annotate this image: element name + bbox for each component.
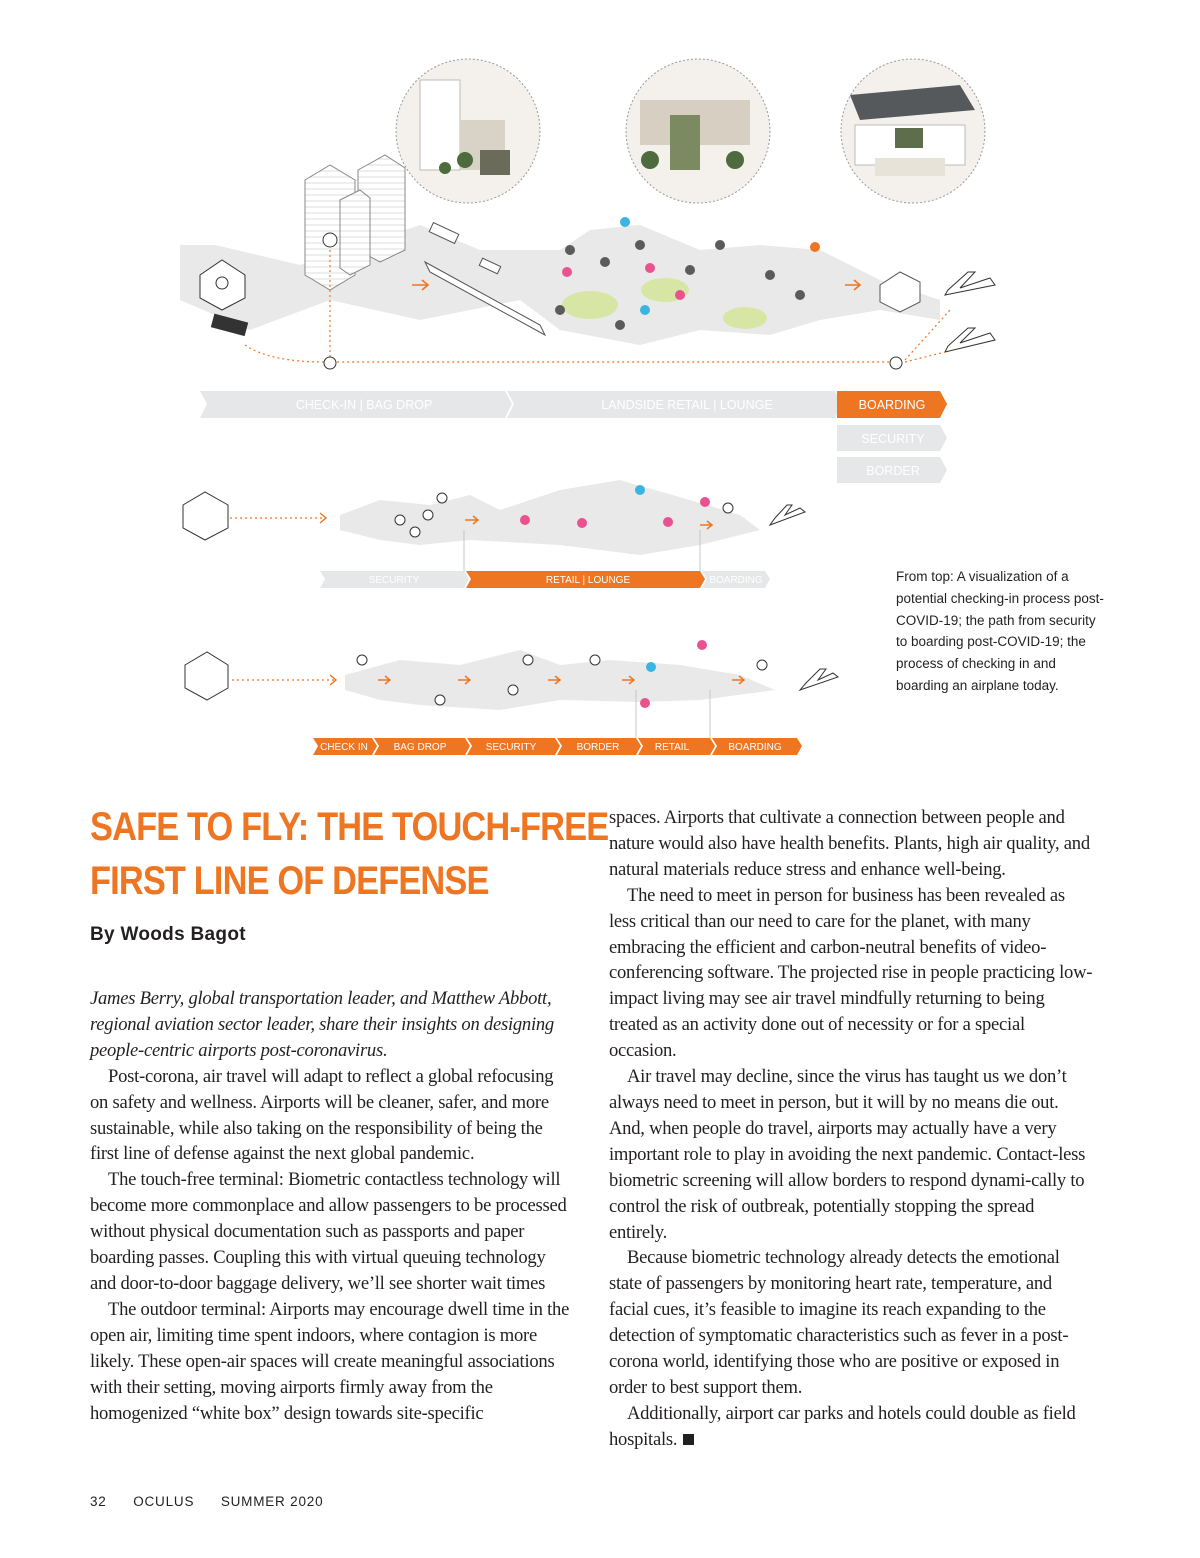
body-paragraph: The outdoor terminal: Airports may encourage dwell time in the open air, limiting time spent indoors, where contagion is more likely. These open-air spaces will create meaningful associations with their setting, moving airports firmly away from the homogenized “white box” design towards site-specific: [90, 1298, 570, 1424]
figure-caption: From top: A visualization of a potential checking-in process post-COVID-19; the path from security to boarding post-COVID-19; the process of checking in and boarding an airplane today.: [896, 569, 1104, 693]
page-number: 32: [90, 1494, 107, 1509]
middle-label-retail: RETAIL | LOUNGE: [545, 575, 631, 586]
bottom-label-security: SECURITY: [485, 742, 537, 753]
byline: By Woods Bagot: [90, 924, 246, 945]
headline-line-1: SAFE TO FLY: THE TOUCH-FREE: [90, 805, 609, 849]
bottom-label-checkin: CHECK IN: [320, 742, 368, 753]
bottom-label-bagdrop: BAG DROP: [393, 742, 447, 753]
middle-label-boarding: BOARDING: [709, 575, 763, 586]
closing-text: Additionally, airport car parks and hotels could double as field hospitals.: [609, 1402, 1076, 1450]
end-mark-icon: [683, 1434, 694, 1445]
bottom-label-border: BORDER: [576, 742, 620, 753]
top-label-boarding: BOARDING: [858, 398, 926, 412]
bottom-phase-band: [313, 738, 802, 755]
page-footer: [90, 1494, 345, 1509]
top-label-security: SECURITY: [861, 432, 925, 446]
article-column-right: [609, 805, 1095, 1453]
top-diagram: [180, 59, 995, 369]
body-paragraph: The need to meet in person for business has been revealed as less critical than our need to care for the planet, with many embracing the efficient and carbon-neutral benefits of video-conferencing software. The projected rise in people practicing low-impact living may see air travel mindfully returning to being treated as an activity done out of necessity or for a special occasion.: [609, 884, 1093, 1062]
bottom-label-retail: RETAIL: [654, 742, 690, 753]
inset-circle-1: [396, 59, 540, 203]
top-label-border: BORDER: [866, 464, 920, 478]
issue-name: SUMMER 2020: [220, 1494, 324, 1509]
body-paragraph: Post-corona, air travel will adapt to reflect a global refocusing on safety and wellness. Airports will be cleaner, safer, and more sustainable, while also taking on the responsibility of being the first line of defense against the next global pandemic.: [90, 1065, 554, 1165]
plane-icon: [770, 505, 805, 525]
middle-phase-band: [320, 571, 770, 588]
body-paragraph: Because biometric technology already detects the emotional state of passengers by monitoring heart rate, temperature, and facial cues, it’s feasible to imagine its reach expanding to the detection of symptomatic characteristics such as fever in a post-corona world, identifying those who are positive or exposed in order to best support them.: [609, 1247, 1069, 1398]
headline-line-2: FIRST LINE OF DEFENSE: [90, 859, 489, 903]
closing-paragraph: [609, 1401, 1095, 1453]
top-label-landside: LANDSIDE RETAIL | LOUNGE: [601, 398, 773, 412]
magazine-name: OCULUS: [133, 1494, 195, 1509]
body-paragraph-continued: spaces. Airports that cultivate a connection between people and nature would also have health benefits. Plants, high air quality, and natural materials reduce stress and enhance well-being.: [609, 807, 1090, 880]
top-path-ribbon: [180, 225, 940, 345]
lede-paragraph: James Berry, global transportation leader, and Matthew Abbott, regional aviation sector leader, share their insights on designing people-centric airports post-coronavirus.: [90, 988, 554, 1061]
middle-diagram: [183, 480, 805, 575]
article-column-left: [90, 986, 574, 1426]
middle-label-security: SECURITY: [368, 575, 420, 586]
inset-circle-3: [841, 59, 985, 203]
top-label-checkin: CHECK-IN | BAG DROP: [295, 398, 433, 412]
body-paragraph: The touch-free terminal: Biometric contactless technology will become more commonplace and allow passengers to be processed without physical documentation such as passports and paper boarding passes. Coupling this with virtual queuing technology and door-to-door baggage delivery, we’ll see shorter wait times: [90, 1169, 567, 1294]
plane-icon: [800, 669, 838, 690]
bottom-label-boarding: BOARDING: [728, 742, 782, 753]
body-paragraph: Air travel may decline, since the virus has taught us we don’t always need to meet in person, but it will by no means die out. And, when people do travel, airports may actually have a very important role to play in avoiding the next pandemic. Contact-less biometric screening will allow borders to respond dynami-cally to control the risk of outbreak, potentially stopping the spread entirely.: [609, 1066, 1086, 1243]
article-headline: [90, 800, 609, 908]
bottom-diagram: [185, 640, 838, 738]
inset-circle-2: [626, 59, 770, 203]
plane-icon: [945, 328, 995, 352]
top-phase-band: [200, 391, 947, 483]
plane-icon: [945, 272, 995, 295]
